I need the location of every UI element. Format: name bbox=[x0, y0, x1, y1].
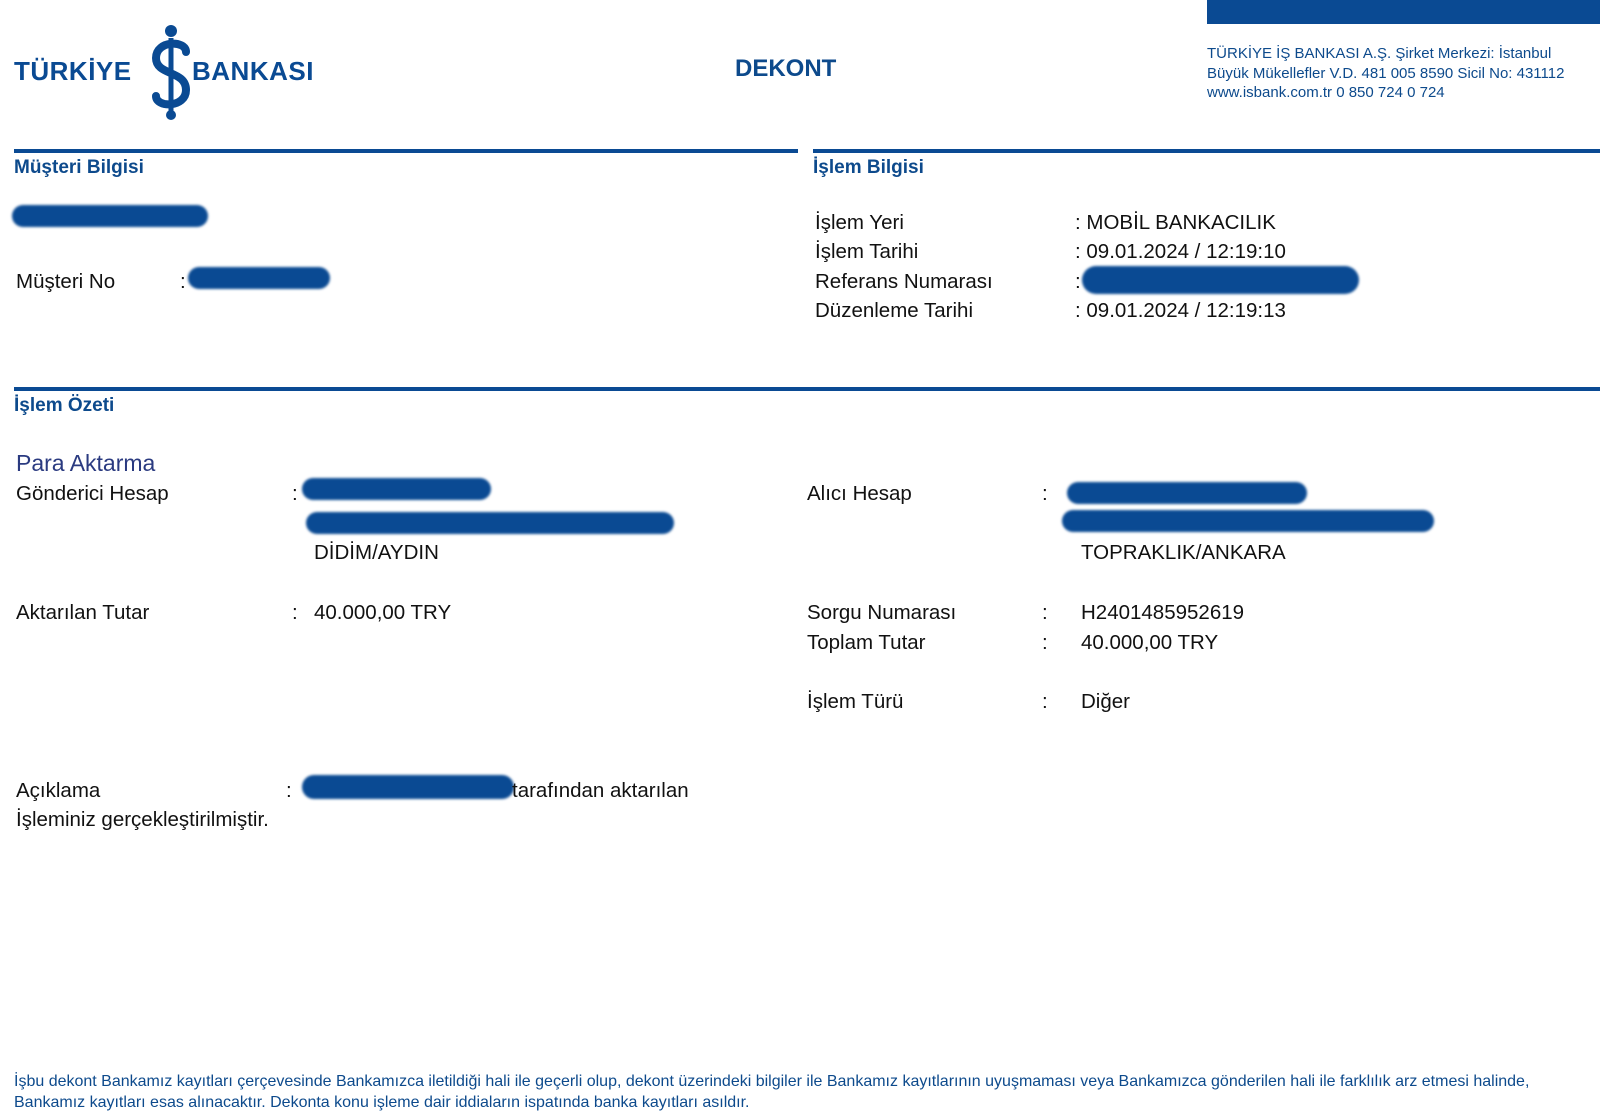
txn-reference-label: Referans Numarası bbox=[815, 270, 993, 293]
customer-section-rule bbox=[14, 149, 798, 153]
description-suffix: tarafından aktarılan bbox=[512, 779, 689, 802]
document-title: DEKONT bbox=[735, 55, 837, 82]
query-number-colon: : bbox=[1042, 601, 1048, 624]
legal-footer bbox=[14, 1071, 1529, 1113]
summary-section-title: İşlem Özeti bbox=[14, 395, 115, 416]
summary-section-rule bbox=[14, 387, 1600, 391]
total-amount-label: Toplam Tutar bbox=[807, 631, 926, 654]
description-line2: İşleminiz gerçekleştirilmiştir. bbox=[16, 808, 269, 831]
redacted-receiver-account bbox=[1067, 482, 1307, 504]
transaction-type-label: İşlem Türü bbox=[807, 690, 904, 713]
query-number-value: H2401485952619 bbox=[1081, 601, 1245, 624]
sender-account-label: Gönderici Hesap bbox=[16, 482, 169, 505]
amount-label: Aktarılan Tutar bbox=[16, 601, 150, 624]
footer-line: Bankamız kayıtları esas alınacaktır. Dekonta konu işleme dair iddiaların ispatında banka kayıtları asıldır. bbox=[14, 1094, 750, 1111]
logo-emblem-icon bbox=[146, 22, 196, 122]
txn-date-label: İşlem Tarihi bbox=[815, 240, 919, 263]
footer-line: İşbu dekont Bankamız kayıtları çerçevesinde Bankamızca iletildiği hali ile geçerli olup, dekont üzerindeki bilgiler ile Bankamız kayıtlarının uyuşmaması veya Bankamızca gönderilen hali ile farklılık arz etmesi halinde, bbox=[14, 1073, 1530, 1090]
transaction-section-title: İşlem Bilgisi bbox=[813, 157, 924, 178]
customer-section-title: Müşteri Bilgisi bbox=[14, 157, 144, 178]
query-number-label: Sorgu Numarası bbox=[807, 601, 957, 624]
txn-issue-date-value: : 09.01.2024 / 12:19:13 bbox=[1075, 299, 1286, 322]
redacted-receiver-name bbox=[1062, 510, 1434, 532]
transaction-type-subtitle: Para Aktarma bbox=[16, 450, 156, 476]
redacted-customer-no bbox=[188, 267, 330, 289]
description-colon: : bbox=[286, 779, 292, 802]
bank-info-line: TÜRKİYE İŞ BANKASI A.Ş. Şirket Merkezi: İstanbul bbox=[1207, 45, 1552, 62]
receiver-account-label: Alıcı Hesap bbox=[807, 482, 912, 505]
bank-info-line: Büyük Mükellefler V.D. 481 005 8590 Sicil No: 431112 bbox=[1207, 64, 1565, 82]
customer-no-colon: : bbox=[180, 270, 186, 293]
txn-reference-value: : bbox=[1075, 270, 1081, 293]
redacted-description-name bbox=[302, 775, 514, 799]
transaction-type-colon: : bbox=[1042, 690, 1048, 713]
description-label: Açıklama bbox=[16, 779, 101, 802]
bank-info bbox=[1207, 44, 1564, 103]
txn-issue-date-label: Düzenleme Tarihi bbox=[815, 299, 974, 322]
transaction-type-value: Diğer bbox=[1081, 690, 1130, 713]
redacted-sender-name bbox=[306, 512, 674, 534]
amount-colon: : bbox=[292, 601, 298, 624]
txn-date-value: : 09.01.2024 / 12:19:10 bbox=[1075, 240, 1286, 263]
logo-text-right: BANKASI bbox=[192, 56, 314, 86]
bank-info-line: www.isbank.com.tr 0 850 724 0 724 bbox=[1207, 84, 1445, 101]
sender-city: DİDİM/AYDIN bbox=[314, 541, 439, 564]
receiver-account-colon: : bbox=[1042, 482, 1048, 505]
logo-text-left: TÜRKİYE bbox=[14, 56, 132, 86]
receiver-city: TOPRAKLIK/ANKARA bbox=[1081, 541, 1286, 564]
transaction-section-rule bbox=[813, 149, 1600, 153]
header-accent-bar bbox=[1207, 0, 1600, 24]
amount-value: 40.000,00 TRY bbox=[314, 601, 452, 624]
total-amount-colon: : bbox=[1042, 631, 1048, 654]
redacted-sender-account bbox=[302, 478, 491, 500]
txn-place-value: : MOBİL BANKACILIK bbox=[1075, 211, 1276, 234]
sender-account-colon: : bbox=[292, 482, 298, 505]
redacted-customer-name bbox=[12, 205, 208, 227]
bank-logo bbox=[14, 22, 324, 122]
redacted-reference-no bbox=[1082, 266, 1359, 294]
total-amount-value: 40.000,00 TRY bbox=[1081, 631, 1219, 654]
txn-place-label: İşlem Yeri bbox=[815, 211, 904, 234]
customer-no-label: Müşteri No bbox=[16, 270, 116, 293]
